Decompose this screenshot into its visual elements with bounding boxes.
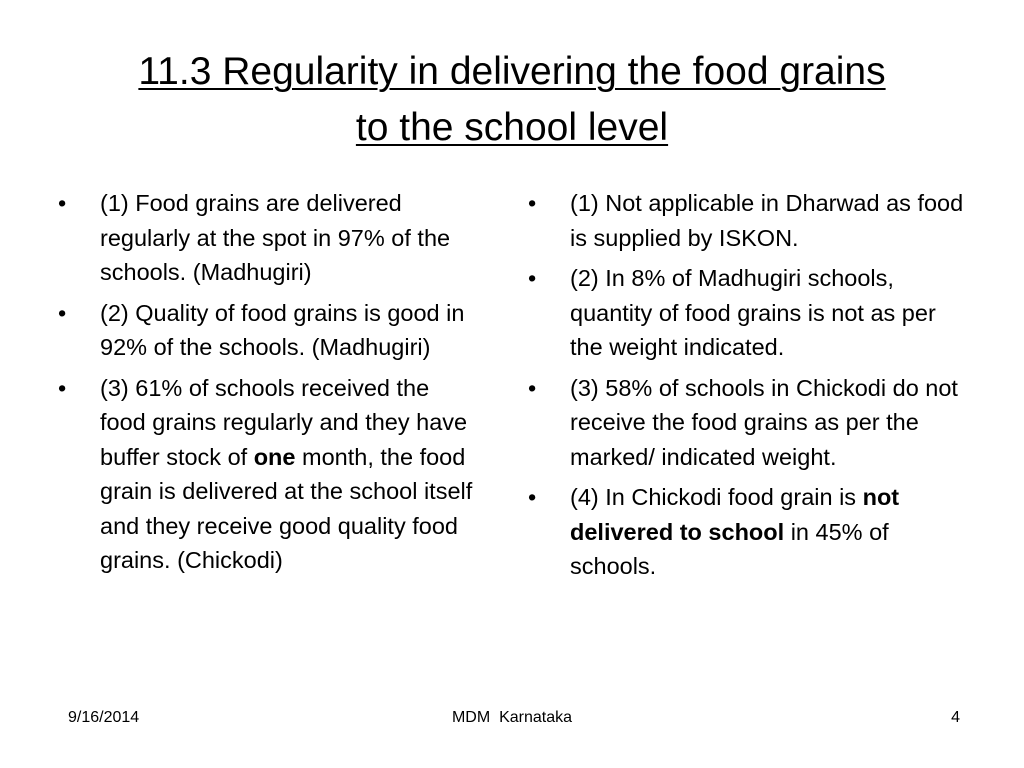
bullet-icon: • bbox=[528, 484, 537, 510]
bullet-item bbox=[58, 186, 478, 290]
bullet-text: (3) 61% of schools received the food grains regularly and they have buffer stock of one month, the food grain is delivered at the school itself and they receive good quality food grains. (Chickodi) bbox=[100, 374, 473, 573]
bullet-text: (1) Not applicable in Dharwad as food is supplied by ISKON. bbox=[570, 190, 964, 251]
bullet-item bbox=[528, 480, 974, 584]
bullet-text: (4) In Chickodi food grain is not delivered to school in 45% of schools. bbox=[570, 484, 900, 579]
bullet-icon: • bbox=[528, 265, 537, 291]
footer-title: MDM Karnataka bbox=[451, 709, 573, 726]
bullet-text: (2) Quality of food grains is good in 92% of the schools. (Madhugiri) bbox=[100, 299, 465, 360]
title-line-1: 11.3 Regularity in delivering the food grains bbox=[138, 50, 886, 93]
page-number: 4 bbox=[951, 709, 960, 726]
bullet-icon: • bbox=[58, 374, 67, 401]
bullet-item bbox=[528, 371, 974, 475]
bullet-icon: • bbox=[58, 299, 67, 326]
bullet-item bbox=[528, 186, 974, 255]
bullet-item bbox=[528, 261, 974, 365]
bullet-item bbox=[58, 296, 478, 365]
title-line-2: to the school level bbox=[355, 106, 669, 149]
bullet-icon: • bbox=[528, 374, 537, 401]
left-bullet-list bbox=[58, 186, 478, 584]
bullet-item bbox=[58, 371, 478, 578]
bullet-text: (1) Food grains are delivered regularly at the spot in 97% of the schools. (Madhugiri) bbox=[100, 190, 451, 285]
right-bullet-list bbox=[528, 186, 974, 590]
emphasis-text: one bbox=[253, 443, 296, 470]
footer-date: 9/16/2014 bbox=[68, 709, 140, 726]
emphasis-text: not delivered to school bbox=[570, 484, 900, 545]
slide-title bbox=[40, 44, 984, 156]
bullet-icon: • bbox=[528, 190, 537, 216]
bullet-icon: • bbox=[58, 190, 67, 216]
bullet-text: (2) In 8% of Madhugiri schools, quantity of food grains is not as per the weight indicated. bbox=[570, 265, 936, 360]
bullet-text: (3) 58% of schools in Chickodi do not receive the food grains as per the marked/ indicated weight. bbox=[570, 374, 958, 470]
